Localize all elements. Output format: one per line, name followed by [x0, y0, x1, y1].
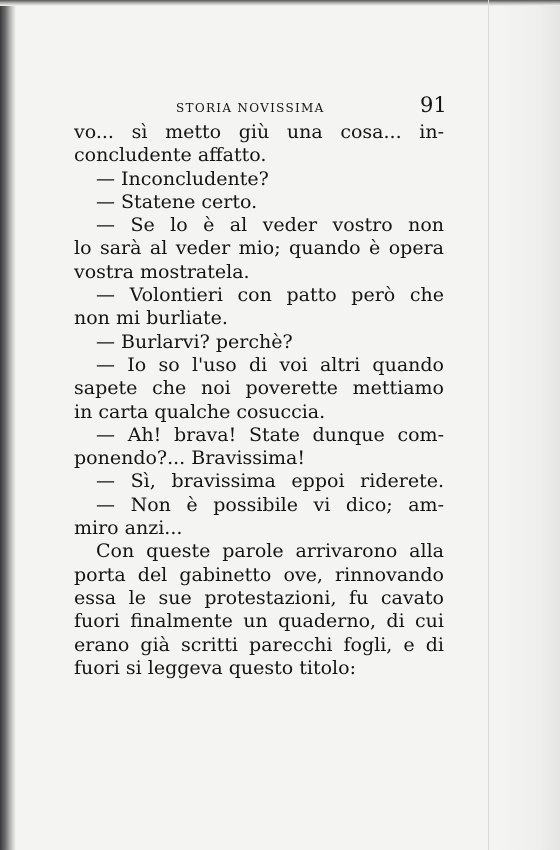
text-line: vostra mostratela. [74, 260, 250, 283]
text-line: ponendo?... Bravissima! [74, 447, 306, 470]
page-edge-top [0, 0, 560, 6]
text-line: sapete che noi poverette mettiamo [74, 377, 444, 400]
page-header [0, 93, 560, 123]
text-line: — Volontieri con patto però che [96, 284, 444, 307]
text-line: — Burlarvi? perchè? [96, 330, 293, 353]
text-line: concludente affatto. [74, 144, 267, 167]
text-line: — Statene certo. [96, 190, 258, 213]
text-line: — Se lo è al veder vostro non [96, 214, 444, 237]
text-line: miro anzi... [74, 517, 183, 540]
text-line: vo... sì metto giù una cosa... in- [74, 121, 444, 143]
text-line: — Ah! brava! State dunque com- [96, 423, 444, 446]
text-line: in carta qualche cosuccia. [74, 400, 326, 423]
body-text [74, 121, 444, 680]
running-title: STORIA NOVISSIMA [176, 101, 325, 115]
page-edge-right [498, 0, 560, 850]
text-line: porta del gabinetto ove, rinnovando [74, 563, 444, 586]
binding-shadow [0, 0, 16, 850]
text-line: — Inconcludente? [96, 167, 269, 190]
text-line: — Non è possibile vi dico; am- [96, 493, 444, 516]
text-line: erano già scritti parecchi fogli, e di [74, 633, 444, 656]
text-line: fuori finalmente un quaderno, di cui [74, 610, 444, 633]
text-line: Con queste parole arrivarono alla [96, 540, 444, 563]
text-line: — Io so l'uso di voi altri quando [96, 353, 444, 376]
page-number: 91 [420, 93, 447, 117]
page-crease [488, 0, 489, 850]
text-line: fuori si leggeva questo titolo: [74, 656, 356, 679]
text-line: lo sarà al veder mio; quando è opera [74, 237, 444, 260]
text-line: essa le sue protestazioni, fu cavato [74, 586, 444, 609]
text-line: non mi burliate. [74, 307, 228, 330]
text-line: — Sì, bravissima eppoi riderete. [96, 470, 444, 493]
